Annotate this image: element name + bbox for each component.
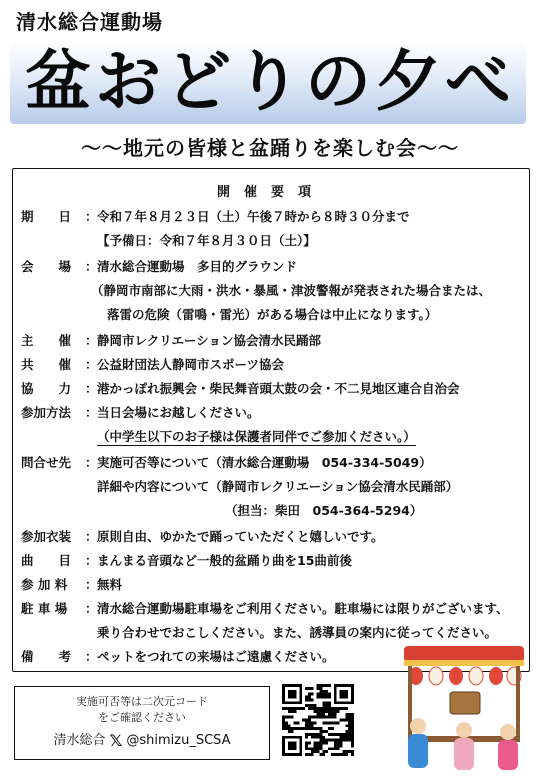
row-value: 詳細や内容について（静岡市レクリエーション協会清水民踊部）: [97, 479, 459, 494]
row-value: 清水総合運動場 多目的グラウンド: [97, 259, 298, 274]
row-value: （中学生以下のお子様は保護者同伴でご参加ください。）: [97, 429, 416, 444]
taiko-drum: [450, 692, 480, 714]
event-title: 盆おどりの夕べ: [25, 43, 515, 120]
row-date: 期 日 ：令和７年８月２３日（土）午後７時から８時３０分まで: [21, 209, 410, 224]
dancer-left: [408, 718, 428, 768]
row-value: 清水総合運動場駐車場をご利用ください。駐車場には限りがございます、: [97, 601, 509, 616]
row-label: 共 催: [21, 357, 72, 372]
qr-note-line2: をご確認ください: [98, 711, 186, 724]
row-label: 駐 車 場: [21, 601, 68, 616]
row-parking: 駐 車 場 ：清水総合運動場駐車場をご利用ください。駐車場には限りがございます、: [21, 601, 509, 616]
sns-handle: @shimizu_SCSA: [126, 733, 231, 748]
x-logo-icon: 𝕏: [109, 731, 123, 750]
stall-roof: [404, 646, 524, 662]
qr-note-line1: 実施可否等は二次元コード: [76, 695, 208, 708]
qr-code[interactable]: [282, 684, 354, 756]
row-contact: 問合せ先 ：実施可否等について（清水総合運動場 054-334-5049）: [21, 455, 432, 470]
row-label: 備 考: [21, 649, 72, 664]
event-subtitle: ～～地元の皆様と盆踊りを楽しむ会～～: [81, 136, 459, 160]
footer-note-box: [14, 686, 270, 760]
row-how-to-join: 参加方法 ：当日会場にお越しください。: [21, 405, 260, 420]
outline-heading: 開催要項: [216, 185, 325, 200]
row-value: 落雷の危険（雷鳴・雷光）がある場合は中止になります。）: [107, 307, 438, 322]
row-value: ペットをつれての来場はご遠慮ください。: [97, 649, 335, 664]
row-label: 曲 目: [21, 553, 72, 568]
row-value: 乗り合わせでおこしください。また、誘導員の案内に従ってください。: [97, 625, 498, 640]
row-value: 港かっぽれ振興会・柴民舞音頭太鼓の会・不二見地区連合自治会: [97, 381, 460, 396]
dancer-center: [454, 722, 474, 770]
row-label: 協 力: [21, 381, 72, 396]
row-value: 静岡市レクリエーション協会清水民踊部: [97, 333, 322, 348]
row-value: 【予備日：令和７年８月３０日（土）】: [97, 233, 316, 248]
row-songs: 曲 目 ：まんまる音頭など一般的盆踊り曲を15曲前後: [21, 553, 352, 568]
row-label: 会 場: [21, 259, 72, 274]
row-value: 令和７年８月２３日（土）午後７時から８時３０分まで: [97, 209, 410, 224]
lantern-row: [409, 667, 521, 685]
festival-stall-illustration: [384, 640, 534, 776]
row-venue: 会 場 ：清水総合運動場 多目的グラウンド: [21, 259, 298, 274]
row-label: 参加方法: [21, 405, 72, 420]
venue-name: 清水総合運動場: [16, 10, 163, 34]
dancer-right: [498, 724, 518, 770]
sns-account[interactable]: [15, 729, 269, 750]
row-fee: 参 加 料 ：無料: [21, 577, 123, 592]
sns-prefix: 清水総合: [53, 733, 106, 748]
row-label: 期 日: [21, 209, 72, 224]
row-label: 問合せ先: [21, 455, 72, 470]
row-value: 原則自由、ゆかたで踊っていただくと嬉しいです。: [97, 529, 384, 544]
row-value: 当日会場にお越しください。: [97, 405, 260, 420]
outline-box: [12, 168, 530, 672]
row-label: 主 催: [21, 333, 72, 348]
row-value: （担当：柴田 054-364-5294）: [225, 503, 423, 518]
row-notes: 備 考 ：ペットをつれての来場はご遠慮ください。: [21, 649, 335, 664]
row-cosponsor: 共 催 ：公益財団法人静岡市スポーツ協会: [21, 357, 285, 372]
row-value: まんまる音頭など一般的盆踊り曲を15曲前後: [97, 553, 352, 568]
row-label: 参 加 料: [21, 577, 68, 592]
row-value: （静岡市南部に大雨・洪水・暴風・津波警報が発表された場合または、: [91, 283, 492, 298]
row-value: 実施可否等について（清水総合運動場 054-334-5049）: [97, 455, 432, 470]
row-value: 無料: [97, 577, 123, 592]
row-organizer: 主 催 ：静岡市レクリエーション協会清水民踊部: [21, 333, 322, 348]
row-attire: 参加衣装 ：原則自由、ゆかたで踊っていただくと嬉しいです。: [21, 529, 384, 544]
row-label: 参加衣装: [21, 529, 72, 544]
row-cooperation: 協 力 ：港かっぽれ振興会・柴民舞音頭太鼓の会・不二見地区連合自治会: [21, 381, 460, 396]
row-value: 公益財団法人静岡市スポーツ協会: [97, 357, 285, 372]
